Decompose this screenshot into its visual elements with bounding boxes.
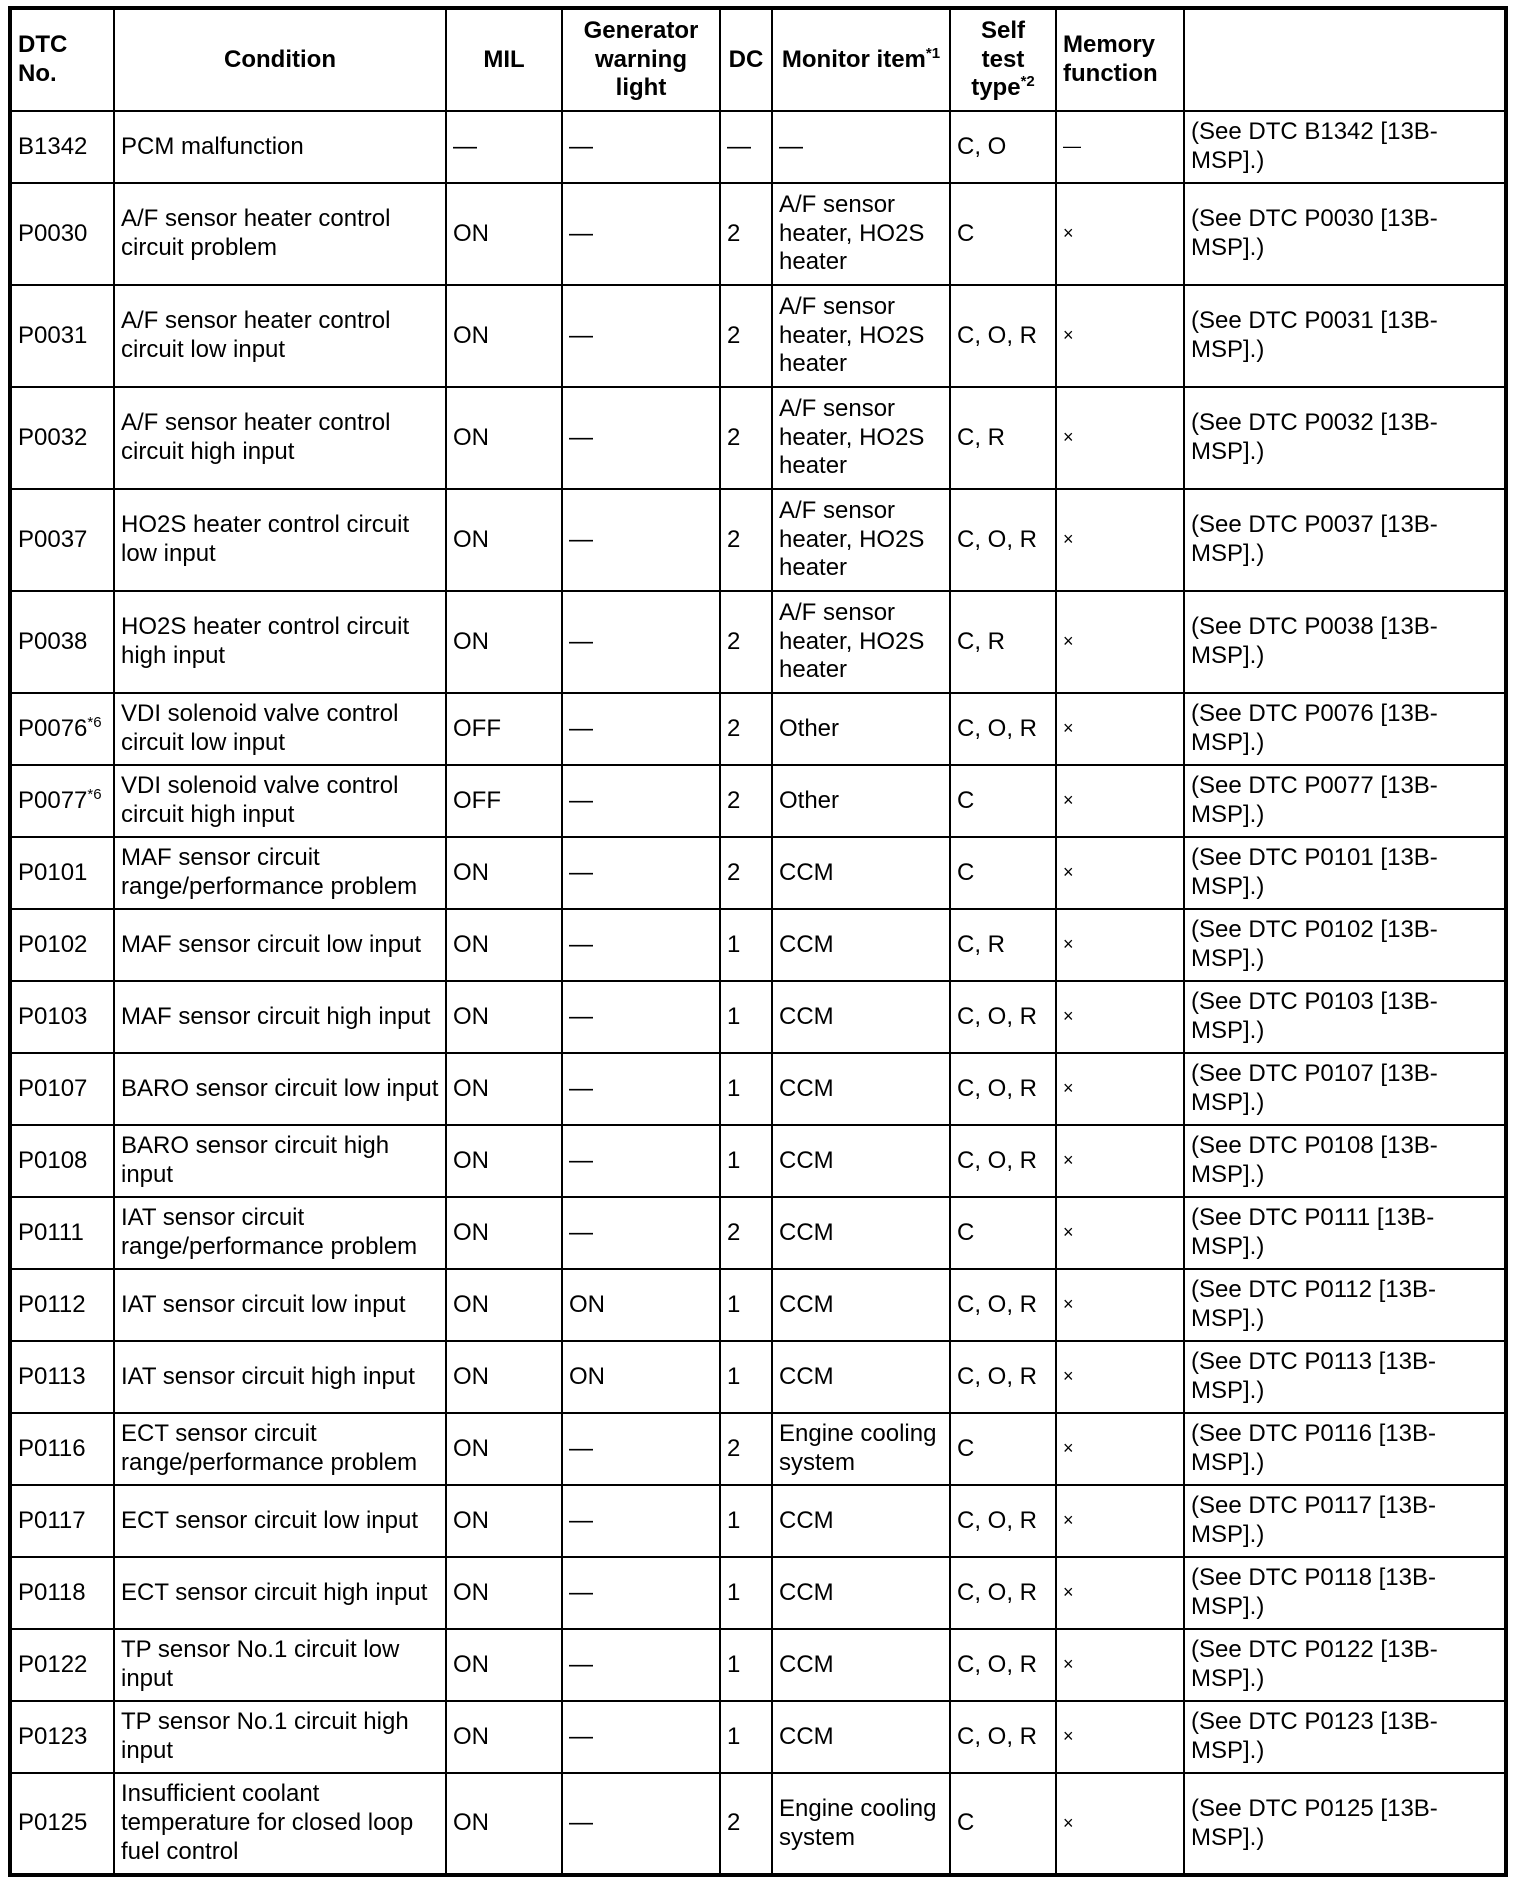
cell-condition: IAT sensor circuit high input: [114, 1341, 446, 1413]
cell-dtc-no: [10, 1629, 114, 1701]
cell-dc: 2: [720, 1773, 772, 1875]
cell-memory-function: ×: [1056, 909, 1184, 981]
table-row: [10, 1125, 1506, 1197]
cell-mil: ON: [446, 1413, 562, 1485]
cell-generator-warning-light: —: [562, 1197, 720, 1269]
cell-monitor-item: Engine cooling system: [772, 1413, 950, 1485]
header-self-test-type-label: Self test type: [971, 16, 1025, 102]
dtc-code: P0077: [18, 786, 88, 814]
cell-generator-warning-light: —: [562, 909, 720, 981]
cell-dc: 1: [720, 1485, 772, 1557]
cell-dc: 2: [720, 765, 772, 837]
cell-mil: ON: [446, 1701, 562, 1773]
table-row: [10, 1701, 1506, 1773]
cell-mil: ON: [446, 1629, 562, 1701]
cell-mil: OFF: [446, 765, 562, 837]
dtc-code: P0038: [18, 627, 88, 655]
cell-memory-function: ×: [1056, 1485, 1184, 1557]
cell-self-test-type: C, O, R: [950, 1629, 1056, 1701]
cell-reference: (See DTC P0030 [13B-MSP].): [1184, 183, 1506, 285]
cell-mil: ON: [446, 591, 562, 693]
cell-dc: 1: [720, 1341, 772, 1413]
cell-memory-function: ×: [1056, 1557, 1184, 1629]
dtc-footnote: *6: [87, 785, 102, 803]
cell-generator-warning-light: —: [562, 387, 720, 489]
cell-monitor-item: Engine cooling system: [772, 1773, 950, 1875]
cell-generator-warning-light: —: [562, 183, 720, 285]
dtc-code: P0031: [18, 321, 88, 349]
cell-dc: 2: [720, 1197, 772, 1269]
cell-dc: —: [720, 111, 772, 183]
cell-generator-warning-light: —: [562, 489, 720, 591]
cell-self-test-type: C, R: [950, 909, 1056, 981]
cell-self-test-type: C, R: [950, 591, 1056, 693]
cell-generator-warning-light: —: [562, 765, 720, 837]
cell-self-test-type: C, O, R: [950, 981, 1056, 1053]
cell-mil: ON: [446, 837, 562, 909]
cell-condition: MAF sensor circuit low input: [114, 909, 446, 981]
table-row: [10, 1629, 1506, 1701]
table-row: [10, 1485, 1506, 1557]
cell-memory-function: ×: [1056, 387, 1184, 489]
header-reference: [1184, 8, 1506, 111]
dtc-code: P0125: [18, 1809, 88, 1837]
cell-reference: (See DTC P0032 [13B-MSP].): [1184, 387, 1506, 489]
cell-reference: (See DTC P0107 [13B-MSP].): [1184, 1053, 1506, 1125]
cell-self-test-type: C, O: [950, 111, 1056, 183]
cell-monitor-item: A/F sensor heater, HO2S heater: [772, 591, 950, 693]
cell-self-test-type: C, O, R: [950, 1053, 1056, 1125]
header-condition: Condition: [114, 8, 446, 111]
cell-mil: ON: [446, 909, 562, 981]
cell-dc: 1: [720, 1557, 772, 1629]
cell-condition: IAT sensor circuit low input: [114, 1269, 446, 1341]
cell-reference: (See DTC P0116 [13B-MSP].): [1184, 1413, 1506, 1485]
cell-generator-warning-light: —: [562, 837, 720, 909]
cell-condition: ECT sensor circuit high input: [114, 1557, 446, 1629]
cell-dtc-no: [10, 183, 114, 285]
header-monitor-item: [772, 8, 950, 111]
cell-dc: 2: [720, 489, 772, 591]
dtc-code: P0111: [18, 1218, 84, 1246]
cell-self-test-type: C: [950, 1413, 1056, 1485]
cell-dc: 1: [720, 1701, 772, 1773]
cell-dc: 1: [720, 1629, 772, 1701]
dtc-code: P0076: [18, 714, 88, 742]
table-row: [10, 693, 1506, 765]
cell-reference: (See DTC P0112 [13B-MSP].): [1184, 1269, 1506, 1341]
header-monitor-item-label: Monitor item: [781, 45, 926, 73]
table-row: [10, 1269, 1506, 1341]
cell-monitor-item: CCM: [772, 1341, 950, 1413]
cell-monitor-item: Other: [772, 693, 950, 765]
table-row: [10, 489, 1506, 591]
table-body: [10, 111, 1506, 1875]
cell-condition: PCM malfunction: [114, 111, 446, 183]
cell-mil: ON: [446, 183, 562, 285]
cell-condition: VDI solenoid valve control circuit high input: [114, 765, 446, 837]
cell-reference: (See DTC P0037 [13B-MSP].): [1184, 489, 1506, 591]
table-row: [10, 1053, 1506, 1125]
cell-condition: TP sensor No.1 circuit high input: [114, 1701, 446, 1773]
cell-generator-warning-light: —: [562, 1701, 720, 1773]
cell-dtc-no: [10, 1773, 114, 1875]
cell-monitor-item: A/F sensor heater, HO2S heater: [772, 183, 950, 285]
cell-mil: ON: [446, 1125, 562, 1197]
cell-generator-warning-light: —: [562, 1629, 720, 1701]
dtc-code: P0103: [18, 1002, 88, 1030]
cell-memory-function: ×: [1056, 837, 1184, 909]
dtc-footnote: *6: [87, 713, 102, 731]
cell-reference: (See DTC P0118 [13B-MSP].): [1184, 1557, 1506, 1629]
cell-mil: ON: [446, 1053, 562, 1125]
cell-dtc-no: [10, 1413, 114, 1485]
cell-self-test-type: C, R: [950, 387, 1056, 489]
cell-dc: 1: [720, 1053, 772, 1125]
cell-dc: 2: [720, 285, 772, 387]
cell-memory-function: ×: [1056, 489, 1184, 591]
cell-reference: (See DTC P0103 [13B-MSP].): [1184, 981, 1506, 1053]
table-row: [10, 1197, 1506, 1269]
cell-generator-warning-light: —: [562, 1125, 720, 1197]
cell-memory-function: ×: [1056, 765, 1184, 837]
cell-generator-warning-light: —: [562, 1557, 720, 1629]
cell-memory-function: ×: [1056, 285, 1184, 387]
table-row: [10, 1557, 1506, 1629]
dtc-code: P0123: [18, 1722, 88, 1750]
dtc-code: P0118: [18, 1578, 86, 1606]
cell-monitor-item: Other: [772, 765, 950, 837]
cell-condition: MAF sensor circuit high input: [114, 981, 446, 1053]
table-row: [10, 1773, 1506, 1875]
dtc-code: P0030: [18, 219, 88, 247]
cell-reference: (See DTC P0125 [13B-MSP].): [1184, 1773, 1506, 1875]
cell-dtc-no: [10, 909, 114, 981]
cell-mil: ON: [446, 1341, 562, 1413]
cell-self-test-type: C, O, R: [950, 285, 1056, 387]
dtc-code: P0107: [18, 1074, 88, 1102]
cell-monitor-item: A/F sensor heater, HO2S heater: [772, 489, 950, 591]
cell-reference: (See DTC P0031 [13B-MSP].): [1184, 285, 1506, 387]
cell-reference: (See DTC P0123 [13B-MSP].): [1184, 1701, 1506, 1773]
cell-dtc-no: [10, 981, 114, 1053]
cell-self-test-type: C: [950, 1773, 1056, 1875]
cell-self-test-type: C, O, R: [950, 1557, 1056, 1629]
cell-dtc-no: [10, 1557, 114, 1629]
cell-monitor-item: CCM: [772, 1485, 950, 1557]
cell-dtc-no: [10, 1053, 114, 1125]
cell-memory-function: ×: [1056, 183, 1184, 285]
cell-reference: (See DTC B1342 [13B-MSP].): [1184, 111, 1506, 183]
cell-mil: ON: [446, 387, 562, 489]
cell-generator-warning-light: —: [562, 981, 720, 1053]
table-row: [10, 909, 1506, 981]
cell-dtc-no: [10, 591, 114, 693]
cell-mil: ON: [446, 981, 562, 1053]
cell-condition: ECT sensor circuit range/performance problem: [114, 1413, 446, 1485]
cell-memory-function: ×: [1056, 591, 1184, 693]
cell-monitor-item: CCM: [772, 1557, 950, 1629]
dtc-code: P0116: [18, 1434, 86, 1462]
header-dc: DC: [720, 8, 772, 111]
cell-memory-function: ×: [1056, 1053, 1184, 1125]
cell-generator-warning-light: —: [562, 591, 720, 693]
cell-reference: (See DTC P0077 [13B-MSP].): [1184, 765, 1506, 837]
cell-memory-function: ×: [1056, 1197, 1184, 1269]
cell-dtc-no: [10, 111, 114, 183]
cell-self-test-type: C, O, R: [950, 1341, 1056, 1413]
table-row: [10, 387, 1506, 489]
cell-monitor-item: —: [772, 111, 950, 183]
cell-mil: ON: [446, 1485, 562, 1557]
cell-dtc-no: [10, 285, 114, 387]
cell-dtc-no: [10, 1341, 114, 1413]
table-row: [10, 111, 1506, 183]
cell-condition: BARO sensor circuit low input: [114, 1053, 446, 1125]
cell-generator-warning-light: —: [562, 693, 720, 765]
cell-condition: BARO sensor circuit high input: [114, 1125, 446, 1197]
table-header: [10, 8, 1506, 111]
cell-self-test-type: C, O, R: [950, 1125, 1056, 1197]
cell-monitor-item: CCM: [772, 1053, 950, 1125]
dtc-code: P0102: [18, 930, 88, 958]
cell-reference: (See DTC P0117 [13B-MSP].): [1184, 1485, 1506, 1557]
cell-dc: 2: [720, 693, 772, 765]
cell-dtc-no: [10, 1197, 114, 1269]
cell-monitor-item: CCM: [772, 1701, 950, 1773]
cell-reference: (See DTC P0113 [13B-MSP].): [1184, 1341, 1506, 1413]
dtc-code: P0037: [18, 525, 88, 553]
dtc-code: P0101: [18, 858, 88, 886]
cell-dtc-no: [10, 1269, 114, 1341]
dtc-code: P0108: [18, 1146, 88, 1174]
dtc-code: P0112: [18, 1290, 86, 1318]
cell-self-test-type: C: [950, 1197, 1056, 1269]
cell-monitor-item: CCM: [772, 1269, 950, 1341]
header-memory-function: Memory function: [1056, 8, 1184, 111]
cell-memory-function: ×: [1056, 1629, 1184, 1701]
cell-condition: TP sensor No.1 circuit low input: [114, 1629, 446, 1701]
cell-self-test-type: C, O, R: [950, 1269, 1056, 1341]
cell-dc: 2: [720, 591, 772, 693]
cell-dtc-no: [10, 387, 114, 489]
cell-generator-warning-light: —: [562, 111, 720, 183]
cell-monitor-item: CCM: [772, 1125, 950, 1197]
cell-dc: 1: [720, 909, 772, 981]
cell-dc: 1: [720, 981, 772, 1053]
cell-reference: (See DTC P0122 [13B-MSP].): [1184, 1629, 1506, 1701]
cell-memory-function: ×: [1056, 1269, 1184, 1341]
cell-generator-warning-light: ON: [562, 1341, 720, 1413]
cell-condition: VDI solenoid valve control circuit low input: [114, 693, 446, 765]
cell-mil: OFF: [446, 693, 562, 765]
cell-dtc-no: [10, 693, 114, 765]
cell-generator-warning-light: —: [562, 1053, 720, 1125]
cell-dtc-no: [10, 1125, 114, 1197]
cell-condition: HO2S heater control circuit low input: [114, 489, 446, 591]
table-row: [10, 285, 1506, 387]
table-row: [10, 765, 1506, 837]
header-self-test-type-footnote: *2: [1020, 73, 1035, 91]
cell-dc: 2: [720, 387, 772, 489]
cell-monitor-item: CCM: [772, 981, 950, 1053]
cell-condition: IAT sensor circuit range/performance problem: [114, 1197, 446, 1269]
cell-mil: —: [446, 111, 562, 183]
cell-mil: ON: [446, 1197, 562, 1269]
cell-dc: 2: [720, 837, 772, 909]
cell-generator-warning-light: —: [562, 1773, 720, 1875]
cell-monitor-item: CCM: [772, 1197, 950, 1269]
cell-reference: (See DTC P0101 [13B-MSP].): [1184, 837, 1506, 909]
cell-memory-function: ×: [1056, 1413, 1184, 1485]
dtc-code: P0117: [18, 1506, 86, 1534]
header-monitor-item-footnote: *1: [925, 44, 941, 62]
cell-memory-function: ×: [1056, 693, 1184, 765]
cell-dtc-no: [10, 765, 114, 837]
dtc-code: P0113: [18, 1362, 86, 1390]
cell-condition: Insufficient coolant temperature for closed loop fuel control: [114, 1773, 446, 1875]
cell-generator-warning-light: ON: [562, 1269, 720, 1341]
cell-self-test-type: C, O, R: [950, 1701, 1056, 1773]
cell-mil: ON: [446, 1773, 562, 1875]
table-row: [10, 591, 1506, 693]
header-self-test-type: [950, 8, 1056, 111]
cell-mil: ON: [446, 1269, 562, 1341]
cell-reference: (See DTC P0076 [13B-MSP].): [1184, 693, 1506, 765]
cell-dc: 2: [720, 1413, 772, 1485]
cell-reference: (See DTC P0111 [13B-MSP].): [1184, 1197, 1506, 1269]
header-dtc-no: DTC No.: [10, 8, 114, 111]
dtc-code: P0122: [18, 1650, 88, 1678]
cell-dc: 1: [720, 1269, 772, 1341]
cell-self-test-type: C: [950, 765, 1056, 837]
cell-dc: 2: [720, 183, 772, 285]
dtc-code: B1342: [18, 132, 88, 160]
cell-memory-function: ×: [1056, 981, 1184, 1053]
table-row: [10, 1413, 1506, 1485]
cell-mil: ON: [446, 285, 562, 387]
cell-mil: ON: [446, 1557, 562, 1629]
header-mil: MIL: [446, 8, 562, 111]
dtc-table: [8, 6, 1508, 1877]
cell-condition: ECT sensor circuit low input: [114, 1485, 446, 1557]
cell-dtc-no: [10, 837, 114, 909]
cell-monitor-item: CCM: [772, 909, 950, 981]
cell-dtc-no: [10, 1701, 114, 1773]
table-row: [10, 981, 1506, 1053]
cell-memory-function: ×: [1056, 1701, 1184, 1773]
cell-dtc-no: [10, 1485, 114, 1557]
cell-monitor-item: A/F sensor heater, HO2S heater: [772, 285, 950, 387]
dtc-code: P0032: [18, 423, 88, 451]
cell-self-test-type: C: [950, 837, 1056, 909]
cell-self-test-type: C, O, R: [950, 693, 1056, 765]
header-row: [10, 8, 1506, 111]
cell-monitor-item: CCM: [772, 837, 950, 909]
cell-self-test-type: C: [950, 183, 1056, 285]
cell-generator-warning-light: —: [562, 1413, 720, 1485]
header-generator-warning-light: Generator warning light: [562, 8, 720, 111]
cell-monitor-item: CCM: [772, 1629, 950, 1701]
table-row: [10, 837, 1506, 909]
table-row: [10, 1341, 1506, 1413]
cell-generator-warning-light: —: [562, 1485, 720, 1557]
cell-reference: (See DTC P0102 [13B-MSP].): [1184, 909, 1506, 981]
cell-memory-function: —: [1056, 111, 1184, 183]
cell-self-test-type: C, O, R: [950, 489, 1056, 591]
cell-condition: MAF sensor circuit range/performance problem: [114, 837, 446, 909]
cell-memory-function: ×: [1056, 1125, 1184, 1197]
cell-self-test-type: C, O, R: [950, 1485, 1056, 1557]
cell-monitor-item: A/F sensor heater, HO2S heater: [772, 387, 950, 489]
cell-generator-warning-light: —: [562, 285, 720, 387]
cell-memory-function: ×: [1056, 1773, 1184, 1875]
cell-condition: HO2S heater control circuit high input: [114, 591, 446, 693]
cell-dc: 1: [720, 1125, 772, 1197]
cell-dtc-no: [10, 489, 114, 591]
table-row: [10, 183, 1506, 285]
cell-reference: (See DTC P0108 [13B-MSP].): [1184, 1125, 1506, 1197]
cell-condition: A/F sensor heater control circuit high input: [114, 387, 446, 489]
cell-condition: A/F sensor heater control circuit low input: [114, 285, 446, 387]
cell-memory-function: ×: [1056, 1341, 1184, 1413]
cell-reference: (See DTC P0038 [13B-MSP].): [1184, 591, 1506, 693]
cell-condition: A/F sensor heater control circuit problem: [114, 183, 446, 285]
cell-mil: ON: [446, 489, 562, 591]
